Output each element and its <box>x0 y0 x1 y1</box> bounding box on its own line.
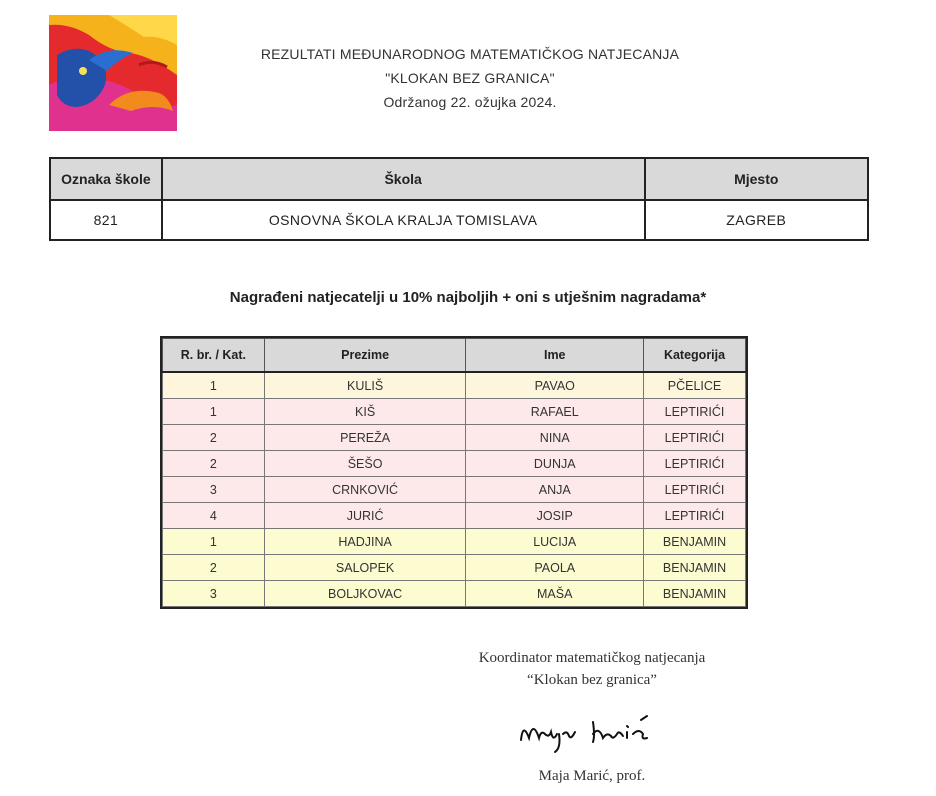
rank-cell: 4 <box>163 503 265 529</box>
surname-cell: PEREŽA <box>264 425 466 451</box>
rank-cell: 1 <box>163 399 265 425</box>
category-cell: PČELICE <box>644 372 746 399</box>
category-cell: LEPTIRIĆI <box>644 425 746 451</box>
header-competition-name: "KLOKAN BEZ GRANICA" <box>385 70 555 86</box>
category-cell: LEPTIRIĆI <box>644 503 746 529</box>
surname-cell: JURIĆ <box>264 503 466 529</box>
name-cell: PAVAO <box>466 372 644 399</box>
rank-cell: 2 <box>163 555 265 581</box>
name-cell: NINA <box>466 425 644 451</box>
coordinator-title: Koordinator matematičkog natjecanja <box>478 650 706 666</box>
table-row <box>163 529 746 555</box>
name-cell: DUNJA <box>466 451 644 477</box>
surname-cell: HADJINA <box>264 529 466 555</box>
table-row <box>163 425 746 451</box>
results-table <box>162 338 746 607</box>
surname-cell: BOLJKOVAC <box>264 581 466 607</box>
category-cell: BENJAMIN <box>644 555 746 581</box>
name-cell: ANJA <box>466 477 644 503</box>
rank-cell: 2 <box>163 451 265 477</box>
surname-cell: ŠEŠO <box>264 451 466 477</box>
table-row <box>163 451 746 477</box>
category-cell: LEPTIRIĆI <box>644 451 746 477</box>
school-code: 821 <box>50 200 162 240</box>
name-header: Ime <box>466 339 644 373</box>
rank-cell: 2 <box>163 425 265 451</box>
surname-cell: SALOPEK <box>264 555 466 581</box>
school-city-header: Mjesto <box>645 158 869 200</box>
name-cell: RAFAEL <box>466 399 644 425</box>
table-row <box>163 503 746 529</box>
table-row <box>163 555 746 581</box>
rank-cell: 3 <box>163 477 265 503</box>
name-cell: PAOLA <box>466 555 644 581</box>
rank-cell: 3 <box>163 581 265 607</box>
school-code-header: Oznaka škole <box>50 158 162 200</box>
header-date: Održanog 22. ožujka 2024. <box>383 94 557 110</box>
surname-cell: KIŠ <box>264 399 466 425</box>
school-city: ZAGREB <box>645 200 869 240</box>
school-name: OSNOVNA ŠKOLA KRALJA TOMISLAVA <box>162 200 645 240</box>
coordinator-block <box>420 647 764 691</box>
table-row <box>163 372 746 399</box>
name-cell: MAŠA <box>466 581 644 607</box>
school-name-header: Škola <box>162 158 645 200</box>
category-cell: BENJAMIN <box>644 529 746 555</box>
rank-header: R. br. / Kat. <box>163 339 265 373</box>
results-subtitle: Nagrađeni natjecatelji u 10% najboljih + oni s utješnim nagradama* <box>229 289 707 306</box>
table-row <box>163 581 746 607</box>
category-cell: LEPTIRIĆI <box>644 477 746 503</box>
category-cell: BENJAMIN <box>644 581 746 607</box>
name-cell: JOSIP <box>466 503 644 529</box>
category-cell: LEPTIRIĆI <box>644 399 746 425</box>
table-row <box>163 399 746 425</box>
signer-name: Maja Marić, prof. <box>538 768 646 784</box>
surname-cell: KULIŠ <box>264 372 466 399</box>
surname-cell: CRNKOVIĆ <box>264 477 466 503</box>
coordinator-competition: “Klokan bez granica” <box>527 672 657 688</box>
handwritten-signature <box>515 708 675 758</box>
surname-header: Prezime <box>264 339 466 373</box>
school-table <box>49 157 869 241</box>
document-header <box>230 42 710 114</box>
table-row <box>163 477 746 503</box>
header-title: REZULTATI MEĐUNARODNOG MATEMATIČKOG NATJECANJA <box>260 46 680 62</box>
name-cell: LUCIJA <box>466 529 644 555</box>
category-header: Kategorija <box>644 339 746 373</box>
rank-cell: 1 <box>163 529 265 555</box>
rank-cell: 1 <box>163 372 265 399</box>
klokan-logo <box>49 15 177 131</box>
